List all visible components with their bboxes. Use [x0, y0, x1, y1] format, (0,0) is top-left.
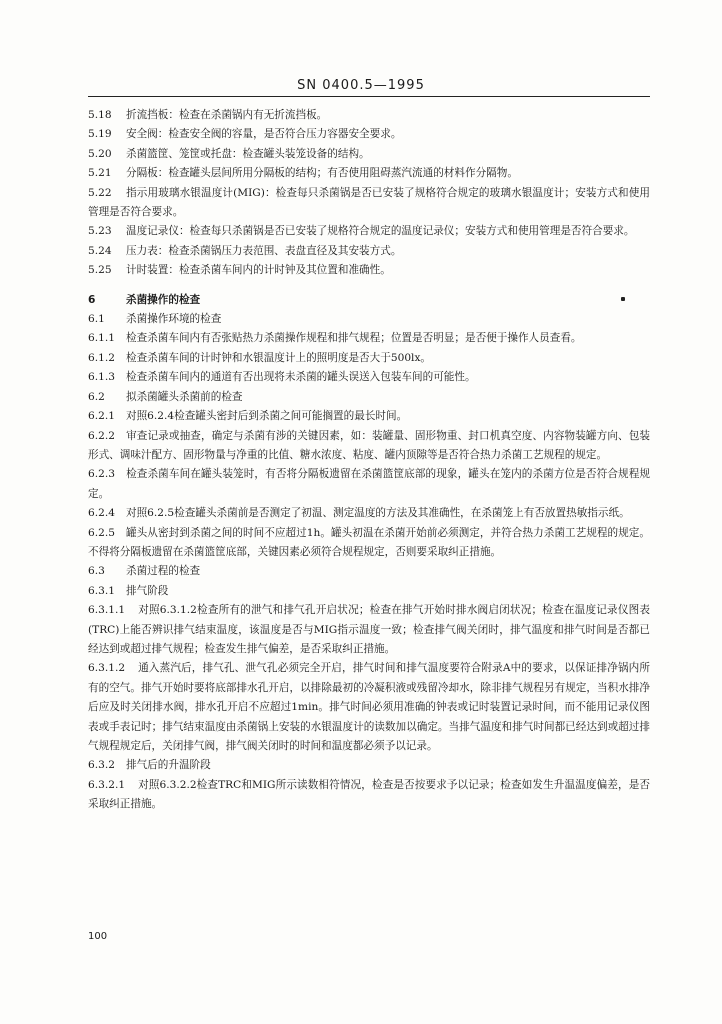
- clause-5-20: 5.20 杀菌篮筐、笼筐或托盘：检查罐头装笼设备的结构。: [88, 147, 370, 160]
- clause-6-3-2-1: 6.3.2.1 对照6.3.2.2检查TRC和MIG所示读数相符情况，检查是否按要求予以记录；检查如发生升温温度偏差，是否采取纠正措施。: [88, 778, 650, 811]
- section-6-3-1-heading: 6.3.1 排气阶段: [88, 584, 169, 597]
- section-6-heading: 6 杀菌操作的检查: [88, 293, 201, 306]
- clause-6-3-1-2: 6.3.1.2 通入蒸汽后，排气孔、泄气孔必须完全开启，排气时间和排气温度要符合附录A中的要求，以保证排净锅内所有的空气。排气开始时要将底部排水孔开启，以排除最初的冷凝积液或残留冷却水，除非排气规程另有规定，当积水排净后应及时关闭排水阀，排水孔开启不应超过1min。排气时间必须用准确的钟表或记时装置记录时间，而不能用记录仪图表或手表记时；排气结束温度由杀菌锅上安装的水银温度计的读数加以确定。当排气温度和排气时间都已经达到或超过排气规程规定后，关闭排气阀，排气阀关闭时的时间和温度都必须予以记录。: [88, 662, 650, 752]
- clause-6-1-3: 6.1.3 检查杀菌车间内的通道有否出现将未杀菌的罐头误送入包装车间的可能性。: [88, 371, 476, 384]
- clause-6-2-1: 6.2.1 对照6.2.4检查罐头密封后到杀菌之间可能搁置的最长时间。: [88, 410, 408, 423]
- section-6-3-heading: 6.3 杀菌过程的检查: [88, 565, 201, 578]
- standard-code-header: SN 0400.5—1995: [297, 78, 425, 93]
- clause-5-21: 5.21 分隔板：检查罐头层间所用分隔板的结构；有否使用阻碍蒸汽流通的材料作分隔物。: [88, 167, 518, 180]
- clause-5-24: 5.24 压力表：检查杀菌锅压力表范围、表盘直径及其安装方式。: [88, 244, 402, 257]
- clause-6-3-1-1: 6.3.1.1 对照6.3.1.2检查所有的泄气和排气孔开启状况；检查在排气开始时排水阀启闭状况；检查在温度记录仪图表(TRC)上能否辨识排气结束温度，该温度是否与MIG指示温度一致；检查排气阀关闭时，排气温度和排气时间是否都已经达到或超过排气规程；检查发生排气偏差，是否采取纠正措施。: [88, 604, 650, 655]
- clause-5-18: 5.18 折流挡板：检查在杀菌锅内有无折流挡板。: [88, 109, 328, 121]
- clause-5-22: 5.22 指示用玻璃水银温度计(MIG)：检查每只杀菌锅是否已安装了规格符合规定的玻璃水银温度计；安装方式和使用管理是否符合要求。: [88, 186, 650, 219]
- clause-6-2-3: 6.2.3 检查杀菌车间在罐头装笼时，有否将分隔板遗留在杀菌篮筐底部的现象，罐头在笼内的杀菌方位是否符合规程规定。: [88, 468, 650, 500]
- section-6-2-heading: 6.2 拟杀菌罐头杀菌前的检查: [88, 390, 243, 403]
- clause-6-2-2: 6.2.2 审查记录或抽查，确定与杀菌有涉的关键因素，如：装罐量、固形物重、封口机真空度、内容物装罐方向、包装形式、调味汁配方、固形物量与净重的比值、糖水浓度、粘度、罐内顶隙等是否符合热力杀菌工艺规程的规定。: [88, 429, 650, 461]
- clause-6-2-5: 6.2.5 罐头从密封到杀菌之间的时间不应超过1h。罐头初温在杀菌开始前必须测定，并符合热力杀菌工艺规程的规定。不得将分隔板遗留在杀菌篮筐底部，关键因素必须符合规程规定，否则要采取纠正措施。: [88, 526, 650, 558]
- section-6-1-heading: 6.1 杀菌操作环境的检查: [88, 313, 222, 326]
- clause-6-2-4: 6.2.4 对照6.2.5检查罐头杀菌前是否测定了初温、测定温度的方法及其准确性，在杀菌笼上有否放置热敏指示纸。: [88, 507, 630, 520]
- header-rule: [88, 96, 650, 97]
- clause-5-25: 5.25 计时装置：检查杀菌车间内的计时钟及其位置和准确性。: [88, 264, 391, 277]
- clause-5-23: 5.23 温度记录仪：检查每只杀菌锅是否已安装了规格符合规定的温度记录仪；安装方式和使用管理是否符合要求。: [88, 225, 635, 238]
- page-number: 100: [88, 931, 108, 942]
- section-6-3-2-heading: 6.3.2 排气后的升温阶段: [88, 759, 211, 772]
- document-body: [88, 106, 650, 815]
- clause-6-1-1: 6.1.1 检查杀菌车间内有否张贴热力杀菌操作规程和排气规程；位置是否明显；是否便于操作人员查看。: [88, 332, 582, 345]
- clause-6-1-2: 6.1.2 检查杀菌车间的计时钟和水银温度计上的照明度是否大于500lx。: [88, 351, 432, 364]
- clause-5-19: 5.19 安全阀：检查安全阀的容量，是否符合压力容器安全要求。: [88, 128, 402, 141]
